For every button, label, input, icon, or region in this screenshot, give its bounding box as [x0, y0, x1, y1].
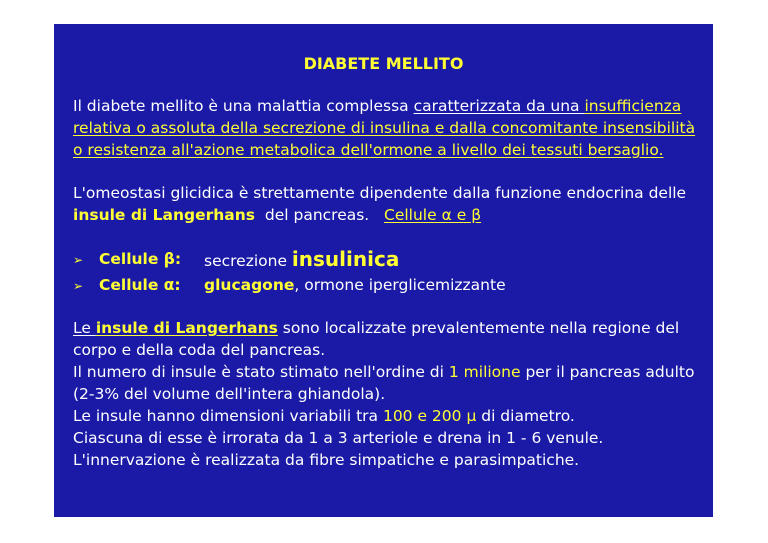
paragraph-3-line-2: corpo e della coda del pancreas. [73, 341, 326, 359]
underlined-text: caratterizzata da una [413, 97, 585, 115]
highlighted-text: insule di Langerhans [95, 319, 278, 337]
highlighted-text: insulinica [291, 247, 400, 271]
text-segment: secrezione [204, 252, 292, 270]
paragraph-1-line-2: relativa o assoluta della secrezione di insulina e dalla concomitante insensibilità [73, 119, 696, 137]
highlighted-text: insule di Langerhans [73, 206, 256, 224]
text-segment: Il numero di insule è stato stimato nell'ordine di [73, 363, 449, 381]
text-segment: , ormone iperglicemizzante [294, 276, 506, 294]
text-segment: per il pancreas adulto [520, 363, 695, 381]
paragraph-1-line-1 [73, 96, 681, 116]
arrow-bullet-icon: ➢ [73, 279, 84, 293]
paragraph-3-line-7: L'innervazione è realizzata da fibre simpatiche e parasimpatiche. [73, 451, 580, 469]
highlighted-text: 100 e 200 μ [382, 407, 477, 425]
paragraph-3-line-5 [73, 406, 575, 426]
text-segment: del pancreas. [255, 206, 385, 224]
text-segment: sono localizzate prevalentemente nella regione del [277, 319, 680, 337]
slide [54, 24, 713, 517]
arrow-bullet-icon: ➢ [73, 253, 84, 267]
slide-title: DIABETE MELLITO [303, 54, 464, 73]
text-segment: di diametro. [476, 407, 575, 425]
paragraph-3-line-6: Ciascuna di esse è irrorata da 1 a 3 arteriole e drena in 1 - 6 venule. [73, 429, 604, 447]
highlighted-text: insufficienza [584, 97, 682, 115]
highlighted-text: 1 milione [448, 363, 521, 381]
underlined-text: Le [73, 319, 96, 337]
paragraph-1-line-3: o resistenza all'azione metabolica dell'ormone a livello dei tessuti bersaglio. [73, 141, 664, 159]
highlighted-text: glucagone [204, 276, 295, 294]
bullet-text [204, 275, 506, 295]
bullet-label: Cellule α: [99, 276, 181, 294]
text-segment: Il diabete mellito è una malattia complessa [73, 97, 414, 115]
paragraph-3-line-3 [73, 362, 694, 382]
paragraph-3-line-4: (2-3% del volume dell'intera ghiandola). [73, 385, 386, 403]
highlighted-text: Cellule α e β [384, 206, 482, 224]
paragraph-2-line-2 [73, 205, 481, 225]
paragraph-3-line-1 [73, 318, 679, 338]
paragraph-2-line-1: L'omeostasi glicidica è strettamente dipendente dalla funzione endocrina delle [73, 184, 687, 202]
bullet-label: Cellule β: [99, 250, 182, 268]
text-segment: Le insule hanno dimensioni variabili tra [73, 407, 383, 425]
bullet-text [204, 249, 399, 271]
